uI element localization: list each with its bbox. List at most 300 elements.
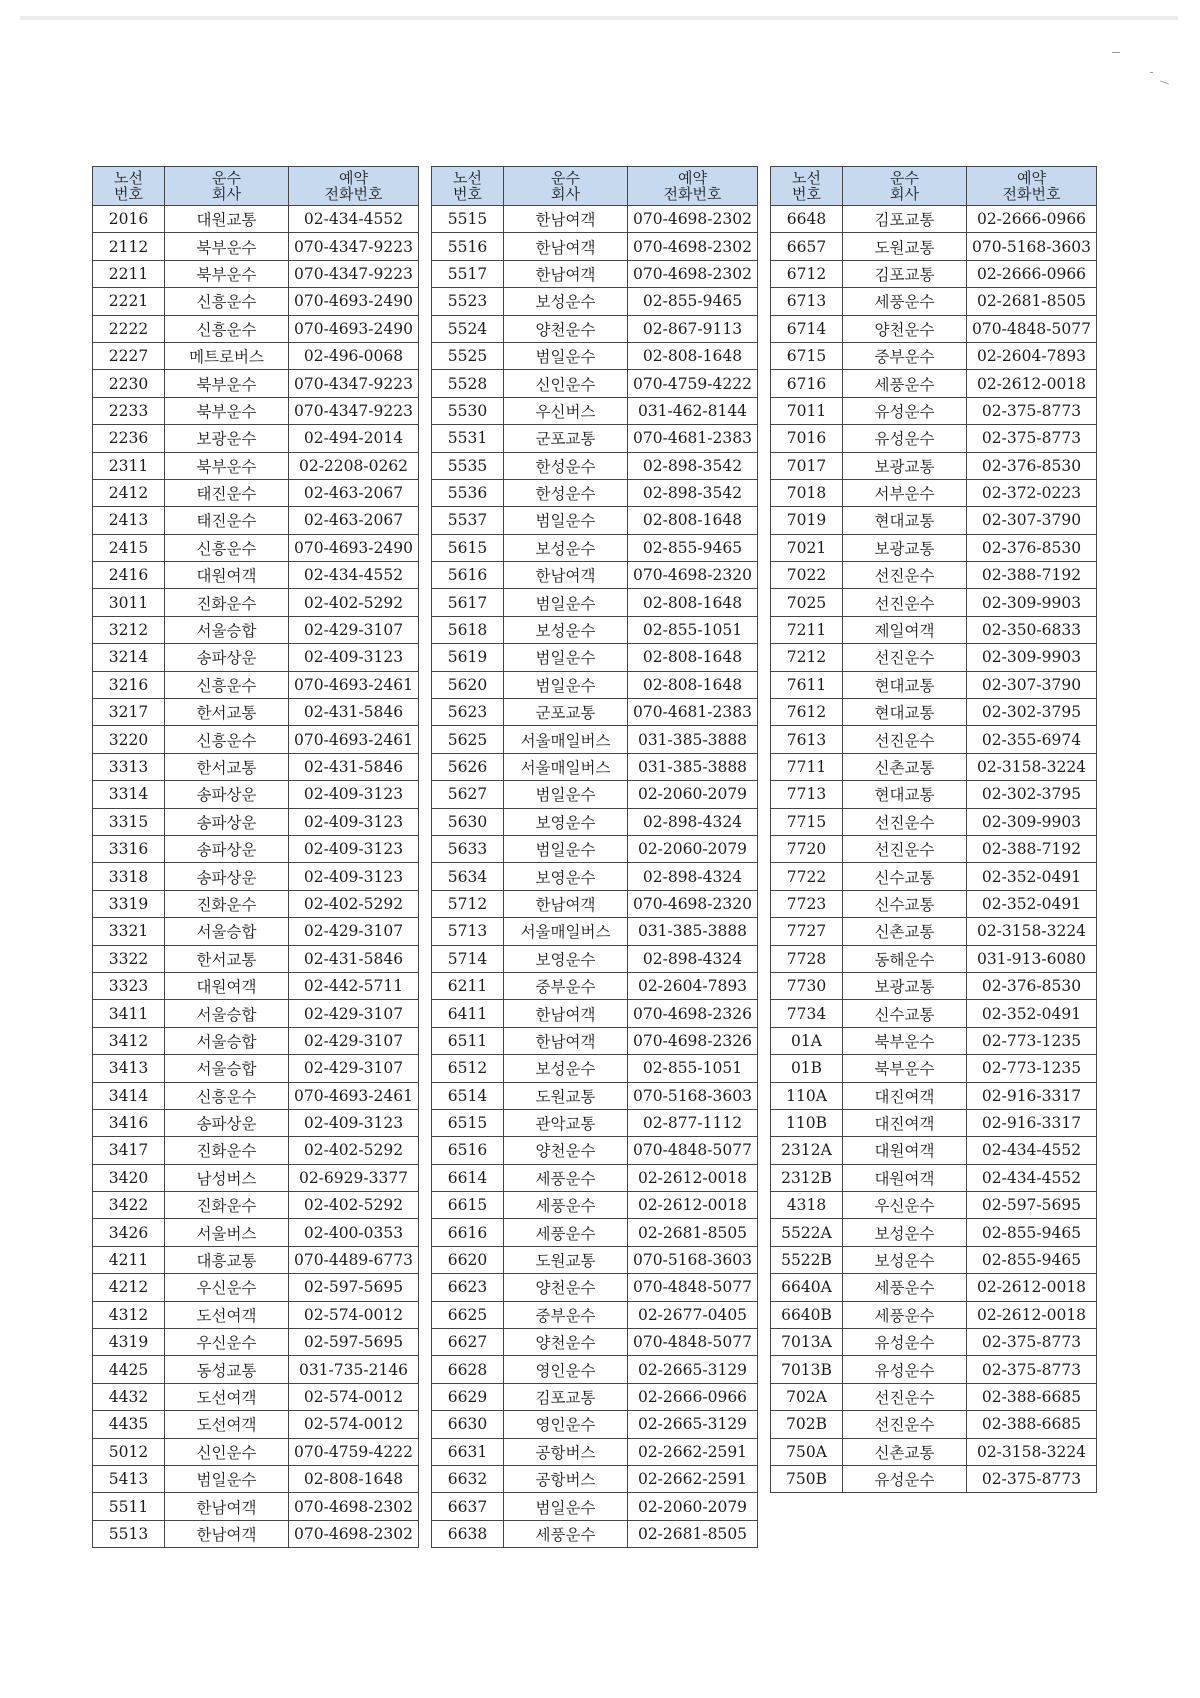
reservation-phone: 02-402-5292 — [289, 589, 419, 616]
route-number: 5523 — [432, 288, 504, 315]
phone-header-line-2: 전화번호 — [324, 185, 383, 203]
reservation-phone: 02-597-5695 — [289, 1329, 419, 1356]
table-row — [93, 1329, 419, 1356]
route-number: 6211 — [432, 972, 504, 999]
phone-header-line-2: 전화번호 — [663, 185, 722, 203]
route-number: 3412 — [93, 1027, 165, 1054]
table-row — [771, 315, 1097, 342]
reservation-phone: 070-4693-2461 — [289, 671, 419, 698]
reservation-phone: 070-4698-2326 — [628, 1000, 758, 1027]
reservation-phone: 02-855-9465 — [967, 1219, 1097, 1246]
reservation-phone: 02-773-1235 — [967, 1027, 1097, 1054]
reservation-phone: 02-400-0353 — [289, 1219, 419, 1246]
reservation-phone: 02-2665-3129 — [628, 1356, 758, 1383]
table-row — [771, 206, 1097, 233]
table-row — [432, 1082, 758, 1109]
table-row — [771, 753, 1097, 780]
bus-company: 김포교통 — [843, 206, 967, 233]
route-number: 7727 — [771, 918, 843, 945]
route-number: 6640B — [771, 1301, 843, 1328]
table-row — [771, 918, 1097, 945]
route-number: 6627 — [432, 1329, 504, 1356]
table-row — [771, 1329, 1097, 1356]
reservation-phone: 02-375-8773 — [967, 1465, 1097, 1492]
bus-company: 북부운수 — [843, 1055, 967, 1082]
route-number: 4425 — [93, 1356, 165, 1383]
bus-company: 진화운수 — [165, 890, 289, 917]
route-number: 01A — [771, 1027, 843, 1054]
table-row — [432, 233, 758, 260]
reservation-phone: 02-350-6833 — [967, 616, 1097, 643]
bus-company: 신촌교통 — [843, 753, 967, 780]
reservation-phone: 070-4681-2383 — [628, 699, 758, 726]
route-number: 3318 — [93, 863, 165, 890]
bus-company: 신수교통 — [843, 890, 967, 917]
reservation-phone: 02-309-9903 — [967, 644, 1097, 671]
bus-company: 한남여객 — [504, 233, 628, 260]
route-number: 7734 — [771, 1000, 843, 1027]
bus-company: 신촌교통 — [843, 918, 967, 945]
table-row — [771, 452, 1097, 479]
table-header-row — [432, 167, 758, 206]
company-header — [165, 167, 289, 206]
table-row — [93, 972, 419, 999]
route-number: 7021 — [771, 534, 843, 561]
table-row — [432, 699, 758, 726]
reservation-phone: 070-4698-2302 — [628, 206, 758, 233]
table-row — [93, 945, 419, 972]
bus-company: 보성운수 — [843, 1246, 967, 1273]
route-number: 6640A — [771, 1274, 843, 1301]
table-row — [93, 918, 419, 945]
reservation-phone: 02-2604-7893 — [628, 972, 758, 999]
reservation-phone: 02-352-0491 — [967, 890, 1097, 917]
company-header — [843, 167, 967, 206]
route-number: 6631 — [432, 1438, 504, 1465]
reservation-phone: 02-898-3542 — [628, 479, 758, 506]
reservation-phone: 02-309-9903 — [967, 589, 1097, 616]
route-number: 6632 — [432, 1465, 504, 1492]
table-row — [432, 452, 758, 479]
table-row — [432, 890, 758, 917]
table-row — [771, 945, 1097, 972]
reservation-phone: 070-4698-2320 — [628, 890, 758, 917]
bus-company: 도원교통 — [504, 1082, 628, 1109]
route-number: 2227 — [93, 342, 165, 369]
table-row — [432, 753, 758, 780]
table-row — [432, 370, 758, 397]
bus-company: 보광운수 — [165, 425, 289, 452]
route-number: 5626 — [432, 753, 504, 780]
table-row — [771, 507, 1097, 534]
reservation-phone: 02-855-1051 — [628, 1055, 758, 1082]
table-row — [432, 425, 758, 452]
bus-company: 범일운수 — [504, 671, 628, 698]
table-row — [93, 1411, 419, 1438]
reservation-phone: 02-402-5292 — [289, 1192, 419, 1219]
reservation-phone: 02-372-0223 — [967, 479, 1097, 506]
bus-company: 보광교통 — [843, 452, 967, 479]
table-row — [93, 1465, 419, 1492]
table-row — [432, 1301, 758, 1328]
reservation-phone: 02-898-3542 — [628, 452, 758, 479]
bus-company: 진화운수 — [165, 1137, 289, 1164]
bus-company: 선진운수 — [843, 1383, 967, 1410]
bus-company: 신수교통 — [843, 1000, 967, 1027]
reservation-phone: 02-2666-0966 — [967, 260, 1097, 287]
route-number: 6615 — [432, 1192, 504, 1219]
reservation-phone: 02-867-9113 — [628, 315, 758, 342]
table-row — [771, 781, 1097, 808]
table-row — [771, 1465, 1097, 1492]
route-number: 7017 — [771, 452, 843, 479]
table-row — [93, 1109, 419, 1136]
table-row — [93, 288, 419, 315]
reservation-phone: 02-352-0491 — [967, 863, 1097, 890]
reservation-phone: 02-2208-0262 — [289, 452, 419, 479]
table-row — [432, 945, 758, 972]
bus-company: 현대교통 — [843, 781, 967, 808]
reservation-phone: 031-385-3888 — [628, 726, 758, 753]
reservation-phone: 02-2662-2591 — [628, 1438, 758, 1465]
reservation-phone: 02-898-4324 — [628, 808, 758, 835]
route-number: 6657 — [771, 233, 843, 260]
route-number: 6625 — [432, 1301, 504, 1328]
route-number: 7612 — [771, 699, 843, 726]
reservation-phone: 070-5168-3603 — [967, 233, 1097, 260]
reservation-phone: 070-5168-3603 — [628, 1082, 758, 1109]
table-row — [93, 781, 419, 808]
bus-company: 도선여객 — [165, 1383, 289, 1410]
bus-company: 관악교통 — [504, 1109, 628, 1136]
table-row — [93, 1192, 419, 1219]
reservation-phone: 02-808-1648 — [628, 671, 758, 698]
reservation-phone: 02-597-5695 — [289, 1274, 419, 1301]
route-number: 3220 — [93, 726, 165, 753]
table-row — [432, 1411, 758, 1438]
table-row — [771, 1082, 1097, 1109]
table-row — [93, 479, 419, 506]
reservation-phone: 02-2677-0405 — [628, 1301, 758, 1328]
table-row — [93, 1493, 419, 1520]
reservation-phone: 02-2612-0018 — [628, 1164, 758, 1191]
company-header-line-1: 운수 — [890, 169, 919, 187]
bus-company: 유성운수 — [843, 1329, 967, 1356]
reservation-phone: 02-409-3123 — [289, 808, 419, 835]
route-number: 6637 — [432, 1493, 504, 1520]
route-number: 7212 — [771, 644, 843, 671]
bus-company: 신수교통 — [843, 863, 967, 890]
table-row — [93, 699, 419, 726]
route-number: 7613 — [771, 726, 843, 753]
table-row — [93, 1027, 419, 1054]
bus-company: 신흥운수 — [165, 726, 289, 753]
route-number: 3316 — [93, 835, 165, 862]
bus-company: 북부운수 — [165, 452, 289, 479]
bus-company: 신흥운수 — [165, 534, 289, 561]
phone-header — [289, 167, 419, 206]
reservation-phone: 02-429-3107 — [289, 1000, 419, 1027]
route-number-header-line-2: 번호 — [114, 185, 143, 203]
route-number: 6512 — [432, 1055, 504, 1082]
table-row — [93, 425, 419, 452]
table-row — [432, 1356, 758, 1383]
table-row — [771, 1301, 1097, 1328]
route-number: 5537 — [432, 507, 504, 534]
route-number: 6515 — [432, 1109, 504, 1136]
reservation-phone: 02-496-0068 — [289, 342, 419, 369]
route-number: 5630 — [432, 808, 504, 835]
route-number: 5615 — [432, 534, 504, 561]
company-header-line-1: 운수 — [212, 169, 241, 187]
route-number: 5619 — [432, 644, 504, 671]
route-number: 3413 — [93, 1055, 165, 1082]
route-number: 3420 — [93, 1164, 165, 1191]
route-number: 5625 — [432, 726, 504, 753]
bus-company: 송파상운 — [165, 863, 289, 890]
bus-company: 김포교통 — [504, 1383, 628, 1410]
reservation-phone: 02-2060-2079 — [628, 835, 758, 862]
bus-company: 태진운수 — [165, 479, 289, 506]
table-row — [771, 1356, 1097, 1383]
table-row — [93, 644, 419, 671]
reservation-phone: 02-597-5695 — [967, 1192, 1097, 1219]
table-row — [771, 589, 1097, 616]
reservation-phone: 02-808-1648 — [289, 1465, 419, 1492]
reservation-phone: 02-431-5846 — [289, 699, 419, 726]
route-number: 7211 — [771, 616, 843, 643]
reservation-phone: 02-434-4552 — [289, 206, 419, 233]
route-number: 5515 — [432, 206, 504, 233]
route-number: 2221 — [93, 288, 165, 315]
table-row — [432, 288, 758, 315]
bus-company: 보성운수 — [504, 534, 628, 561]
bus-company: 대원여객 — [843, 1137, 967, 1164]
bus-company: 양천운수 — [504, 1137, 628, 1164]
table-row — [771, 562, 1097, 589]
table-row — [93, 452, 419, 479]
table-row — [93, 1219, 419, 1246]
table-row — [93, 1164, 419, 1191]
reservation-phone: 02-3158-3224 — [967, 753, 1097, 780]
route-number: 7723 — [771, 890, 843, 917]
route-number: 4432 — [93, 1383, 165, 1410]
table-row — [93, 315, 419, 342]
route-number: 3322 — [93, 945, 165, 972]
bus-company: 영인운수 — [504, 1411, 628, 1438]
route-number: 3422 — [93, 1192, 165, 1219]
phone-header-line-1: 예약 — [678, 169, 707, 187]
bus-company: 서울버스 — [165, 1219, 289, 1246]
reservation-phone: 02-375-8773 — [967, 1329, 1097, 1356]
phone-header-line-1: 예약 — [339, 169, 368, 187]
table-row — [771, 890, 1097, 917]
phone-header-line-2: 전화번호 — [1002, 185, 1061, 203]
reservation-phone: 02-2681-8505 — [628, 1219, 758, 1246]
route-number-header — [432, 167, 504, 206]
bus-company: 서울승합 — [165, 1000, 289, 1027]
route-number: 2312A — [771, 1137, 843, 1164]
table-row — [93, 1383, 419, 1410]
table-row — [771, 260, 1097, 287]
table-row — [771, 1192, 1097, 1219]
bus-company: 서울승합 — [165, 1027, 289, 1054]
route-number: 6630 — [432, 1411, 504, 1438]
route-number: 3321 — [93, 918, 165, 945]
reservation-phone: 02-916-3317 — [967, 1109, 1097, 1136]
company-header — [504, 167, 628, 206]
route-number: 6714 — [771, 315, 843, 342]
route-number: 3417 — [93, 1137, 165, 1164]
table-row — [93, 589, 419, 616]
table-row — [771, 1219, 1097, 1246]
route-number: 7711 — [771, 753, 843, 780]
bus-company: 범일운수 — [504, 644, 628, 671]
reservation-phone: 02-434-4552 — [967, 1137, 1097, 1164]
bus-company: 동해운수 — [843, 945, 967, 972]
route-number: 3323 — [93, 972, 165, 999]
reservation-phone: 02-409-3123 — [289, 835, 419, 862]
table-row — [771, 699, 1097, 726]
bus-company: 보영운수 — [504, 945, 628, 972]
route-number: 5616 — [432, 562, 504, 589]
reservation-phone: 02-376-8530 — [967, 972, 1097, 999]
bus-company: 현대교통 — [843, 699, 967, 726]
route-number: 750B — [771, 1465, 843, 1492]
route-number: 6648 — [771, 206, 843, 233]
reservation-phone: 02-916-3317 — [967, 1082, 1097, 1109]
table-row — [771, 616, 1097, 643]
table-row — [93, 1082, 419, 1109]
reservation-phone: 070-4698-2302 — [289, 1493, 419, 1520]
reservation-phone: 031-735-2146 — [289, 1356, 419, 1383]
route-number: 5528 — [432, 370, 504, 397]
bus-company: 동성교통 — [165, 1356, 289, 1383]
bus-company: 양천운수 — [504, 315, 628, 342]
reservation-phone: 02-855-1051 — [628, 616, 758, 643]
bus-company: 군포교통 — [504, 699, 628, 726]
bus-company: 중부운수 — [843, 342, 967, 369]
route-number: 7025 — [771, 589, 843, 616]
route-number: 6629 — [432, 1383, 504, 1410]
table-header-row — [93, 167, 419, 206]
route-number-header-line-1: 노선 — [792, 169, 821, 187]
table-row — [771, 835, 1097, 862]
reservation-phone: 02-2662-2591 — [628, 1465, 758, 1492]
route-number: 6712 — [771, 260, 843, 287]
bus-company: 서울매일버스 — [504, 918, 628, 945]
bus-company: 양천운수 — [504, 1274, 628, 1301]
reservation-phone: 02-409-3123 — [289, 644, 419, 671]
route-number: 750A — [771, 1438, 843, 1465]
reservation-phone: 02-808-1648 — [628, 342, 758, 369]
route-number: 2236 — [93, 425, 165, 452]
table-row — [432, 863, 758, 890]
table-row — [771, 397, 1097, 424]
bus-company: 한남여객 — [504, 890, 628, 917]
reservation-phone: 02-6929-3377 — [289, 1164, 419, 1191]
bus-company: 대원여객 — [843, 1164, 967, 1191]
scan-speck — [1150, 72, 1153, 73]
bus-company: 대진여객 — [843, 1082, 967, 1109]
table-row — [432, 397, 758, 424]
table-header-row — [771, 167, 1097, 206]
reservation-phone: 031-913-6080 — [967, 945, 1097, 972]
bus-company: 세풍운수 — [504, 1520, 628, 1547]
table-row — [93, 890, 419, 917]
table-row — [432, 1109, 758, 1136]
reservation-phone: 02-2604-7893 — [967, 342, 1097, 369]
bus-company: 신흥운수 — [165, 671, 289, 698]
reservation-phone: 02-388-7192 — [967, 562, 1097, 589]
table-row — [432, 1329, 758, 1356]
bus-company: 세풍운수 — [504, 1219, 628, 1246]
reservation-phone: 02-355-6974 — [967, 726, 1097, 753]
route-number: 7713 — [771, 781, 843, 808]
route-number-header — [771, 167, 843, 206]
bus-company: 세풍운수 — [843, 288, 967, 315]
route-number: 7013A — [771, 1329, 843, 1356]
reservation-phone: 02-808-1648 — [628, 507, 758, 534]
bus-company: 세풍운수 — [504, 1192, 628, 1219]
reservation-phone: 02-3158-3224 — [967, 1438, 1097, 1465]
bus-company: 보성운수 — [504, 1055, 628, 1082]
bus-company: 대원여객 — [165, 562, 289, 589]
reservation-phone: 02-2666-0966 — [628, 1383, 758, 1410]
table-row — [93, 260, 419, 287]
route-number: 6514 — [432, 1082, 504, 1109]
reservation-phone: 02-376-8530 — [967, 534, 1097, 561]
reservation-phone: 02-388-6685 — [967, 1383, 1097, 1410]
route-number: 7730 — [771, 972, 843, 999]
reservation-phone: 02-409-3123 — [289, 1109, 419, 1136]
table-row — [432, 260, 758, 287]
reservation-phone: 02-409-3123 — [289, 781, 419, 808]
reservation-phone: 02-431-5846 — [289, 945, 419, 972]
bus-company: 한남여객 — [504, 260, 628, 287]
table-row — [771, 1246, 1097, 1273]
route-number: 5633 — [432, 835, 504, 862]
route-number: 5522B — [771, 1246, 843, 1273]
reservation-phone: 02-307-3790 — [967, 671, 1097, 698]
table-row — [432, 671, 758, 698]
table-row — [93, 370, 419, 397]
reservation-phone: 070-4759-4222 — [628, 370, 758, 397]
route-number: 5517 — [432, 260, 504, 287]
route-number: 5525 — [432, 342, 504, 369]
bus-company: 유성운수 — [843, 397, 967, 424]
route-number: 4312 — [93, 1301, 165, 1328]
table-row — [432, 507, 758, 534]
table-row — [93, 753, 419, 780]
table-row — [432, 1192, 758, 1219]
route-number: 702B — [771, 1411, 843, 1438]
reservation-phone: 02-3158-3224 — [967, 918, 1097, 945]
route-number: 2211 — [93, 260, 165, 287]
reservation-phone: 02-2665-3129 — [628, 1411, 758, 1438]
table-row — [93, 206, 419, 233]
reservation-phone: 070-4848-5077 — [628, 1329, 758, 1356]
bus-company: 한남여객 — [165, 1493, 289, 1520]
bus-company: 신흥운수 — [165, 288, 289, 315]
route-number: 5713 — [432, 918, 504, 945]
bus-company: 남성버스 — [165, 1164, 289, 1191]
reservation-phone: 031-385-3888 — [628, 753, 758, 780]
table-row — [93, 534, 419, 561]
route-number: 5535 — [432, 452, 504, 479]
route-number: 6623 — [432, 1274, 504, 1301]
bus-company: 대흥교통 — [165, 1246, 289, 1273]
